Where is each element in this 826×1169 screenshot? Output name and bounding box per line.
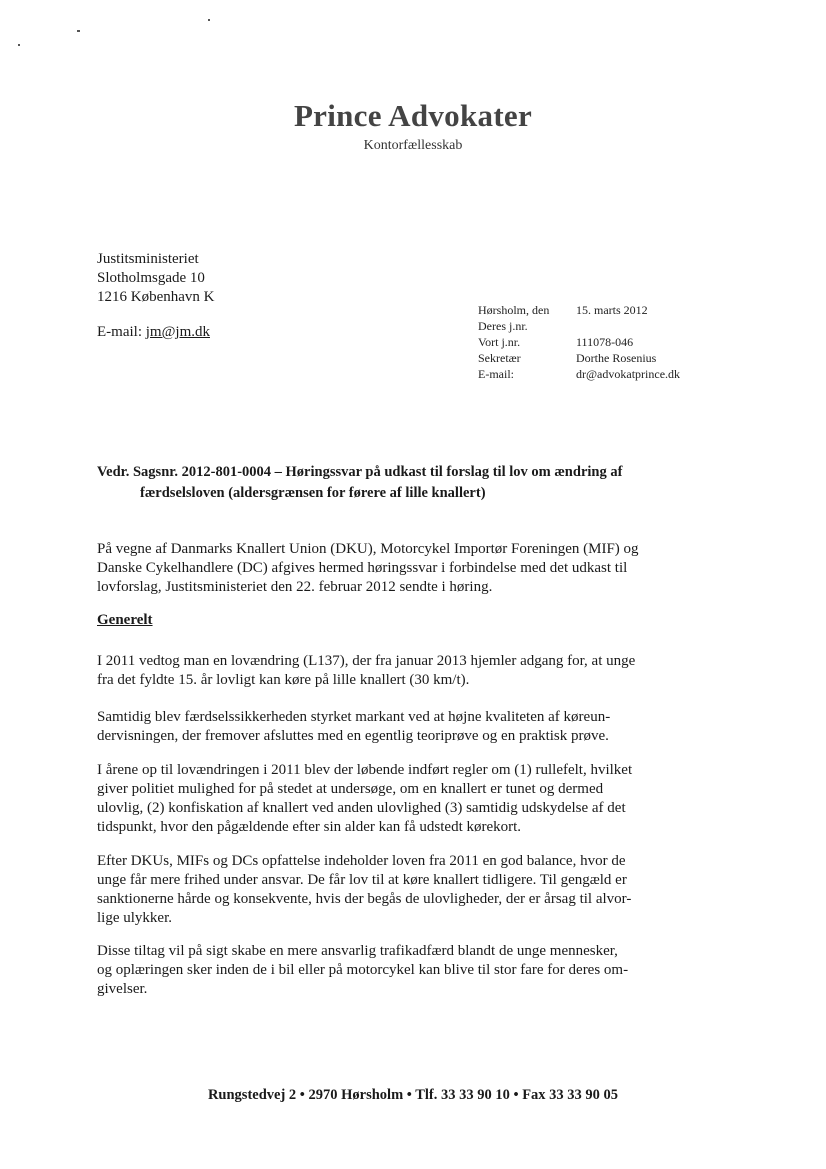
text-line: lige ulykker. xyxy=(97,910,172,926)
recipient-email-label: E-mail: xyxy=(97,324,142,340)
text-line: og oplæringen sker inden de i bil eller på motorcykel kan blive til stor fare for deres om- xyxy=(97,962,629,978)
text-line: sanktionerne hårde og konsekvente, hvis der begås de ulovligheder, der er årsag til alvor- xyxy=(97,891,632,907)
recipient-city: 1216 København K xyxy=(97,289,215,305)
text-line: Samtidig blev færdselssikkerheden styrket markant ved at højne kvaliteten af køreun- xyxy=(97,709,611,725)
paragraph-4 xyxy=(97,852,697,928)
recipient-email-link[interactable]: jm@jm.dk xyxy=(145,324,210,340)
meta-value: 111078-046 xyxy=(576,335,634,349)
firm-subtitle: Kontorfællesskab xyxy=(363,138,463,153)
paragraph-5 xyxy=(97,942,697,999)
scan-speck xyxy=(77,30,80,32)
subject-line xyxy=(97,462,737,504)
text-line: givelser. xyxy=(97,981,148,997)
recipient-address xyxy=(97,250,214,307)
text-line: Efter DKUs, MIFs og DCs opfattelse indeholder loven fra 2011 en god balance, hvor de xyxy=(97,853,626,869)
meta-value: 15. marts 2012 xyxy=(576,303,648,317)
recipient-name: Justitsministeriet xyxy=(97,251,199,267)
text-line: ulovlig, (2) konfiskation af knallert ved anden ulovlighed (3) samtidig udskydelse af det xyxy=(97,800,626,816)
letterhead-footer: Rungstedvej 2 • 2970 Hørsholm • Tlf. 33 33 90 10 • Fax 33 33 90 05 xyxy=(207,1087,619,1103)
letter-meta xyxy=(478,302,680,382)
recipient-email-line xyxy=(97,324,210,341)
text-line: giver politiet mulighed for på stedet at undersøge, om en knallert er tunet og dermed xyxy=(97,781,604,797)
meta-row-secretary xyxy=(478,350,680,366)
intro-paragraph xyxy=(97,540,697,597)
paragraph-3 xyxy=(97,761,697,837)
text-line: dervisningen, der fremover afsluttes med en egentlig teoriprøve og en praktisk prøve. xyxy=(97,728,609,744)
text-line: tidspunkt, hvor den pågældende efter sin alder kan få udstedt kørekort. xyxy=(97,819,522,835)
section-heading: Generelt xyxy=(97,612,153,628)
text-line: I årene op til lovændringen i 2011 blev der løbende indført regler om (1) rullefelt, hvilket xyxy=(97,762,633,778)
text-line: fra det fyldte 15. år lovligt kan køre på lille knallert (30 km/t). xyxy=(97,672,470,688)
scan-speck xyxy=(18,44,20,46)
meta-label: Hørsholm, den xyxy=(478,303,550,317)
paragraph-2 xyxy=(97,708,697,746)
subject-line-2: færdselsloven (aldersgrænsen for førere af lille knallert) xyxy=(140,485,486,501)
meta-label: E-mail: xyxy=(478,367,514,381)
subject-line-1: Vedr. Sagsnr. 2012-801-0004 – Høringssvar på udkast til forslag til lov om ændring af xyxy=(97,464,623,480)
text-line: lovforslag, Justitsministeriet den 22. februar 2012 sendte i høring. xyxy=(97,579,493,595)
text-line: På vegne af Danmarks Knallert Union (DKU), Motorcykel Importør Foreningen (MIF) og xyxy=(97,541,639,557)
meta-row-date xyxy=(478,302,680,318)
recipient-street: Slotholmsgade 10 xyxy=(97,270,205,286)
meta-row-our-ref xyxy=(478,334,680,350)
paragraph-1 xyxy=(97,652,697,690)
text-line: unge får mere frihed under ansvar. De får lov til at køre knallert tidligere. Til gengæld er xyxy=(97,872,627,888)
meta-label: Deres j.nr. xyxy=(478,319,528,333)
meta-label: Sekretær xyxy=(478,351,521,365)
meta-row-email xyxy=(478,366,680,382)
text-line: Danske Cykelhandlere (DC) afgives hermed høringssvar i forbindelse med det udkast til xyxy=(97,560,628,576)
text-line: I 2011 vedtog man en lovændring (L137), der fra januar 2013 hjemler adgang for, at unge xyxy=(97,653,636,669)
meta-row-their-ref xyxy=(478,318,680,334)
text-line: Disse tiltag vil på sigt skabe en mere ansvarlig trafikadfærd blandt de unge mennesker, xyxy=(97,943,618,959)
meta-value: Dorthe Rosenius xyxy=(576,351,657,365)
meta-label: Vort j.nr. xyxy=(478,335,521,349)
firm-name: Prince Advokater xyxy=(293,98,533,133)
meta-value: dr@advokatprince.dk xyxy=(576,367,681,381)
scan-speck xyxy=(208,19,210,21)
